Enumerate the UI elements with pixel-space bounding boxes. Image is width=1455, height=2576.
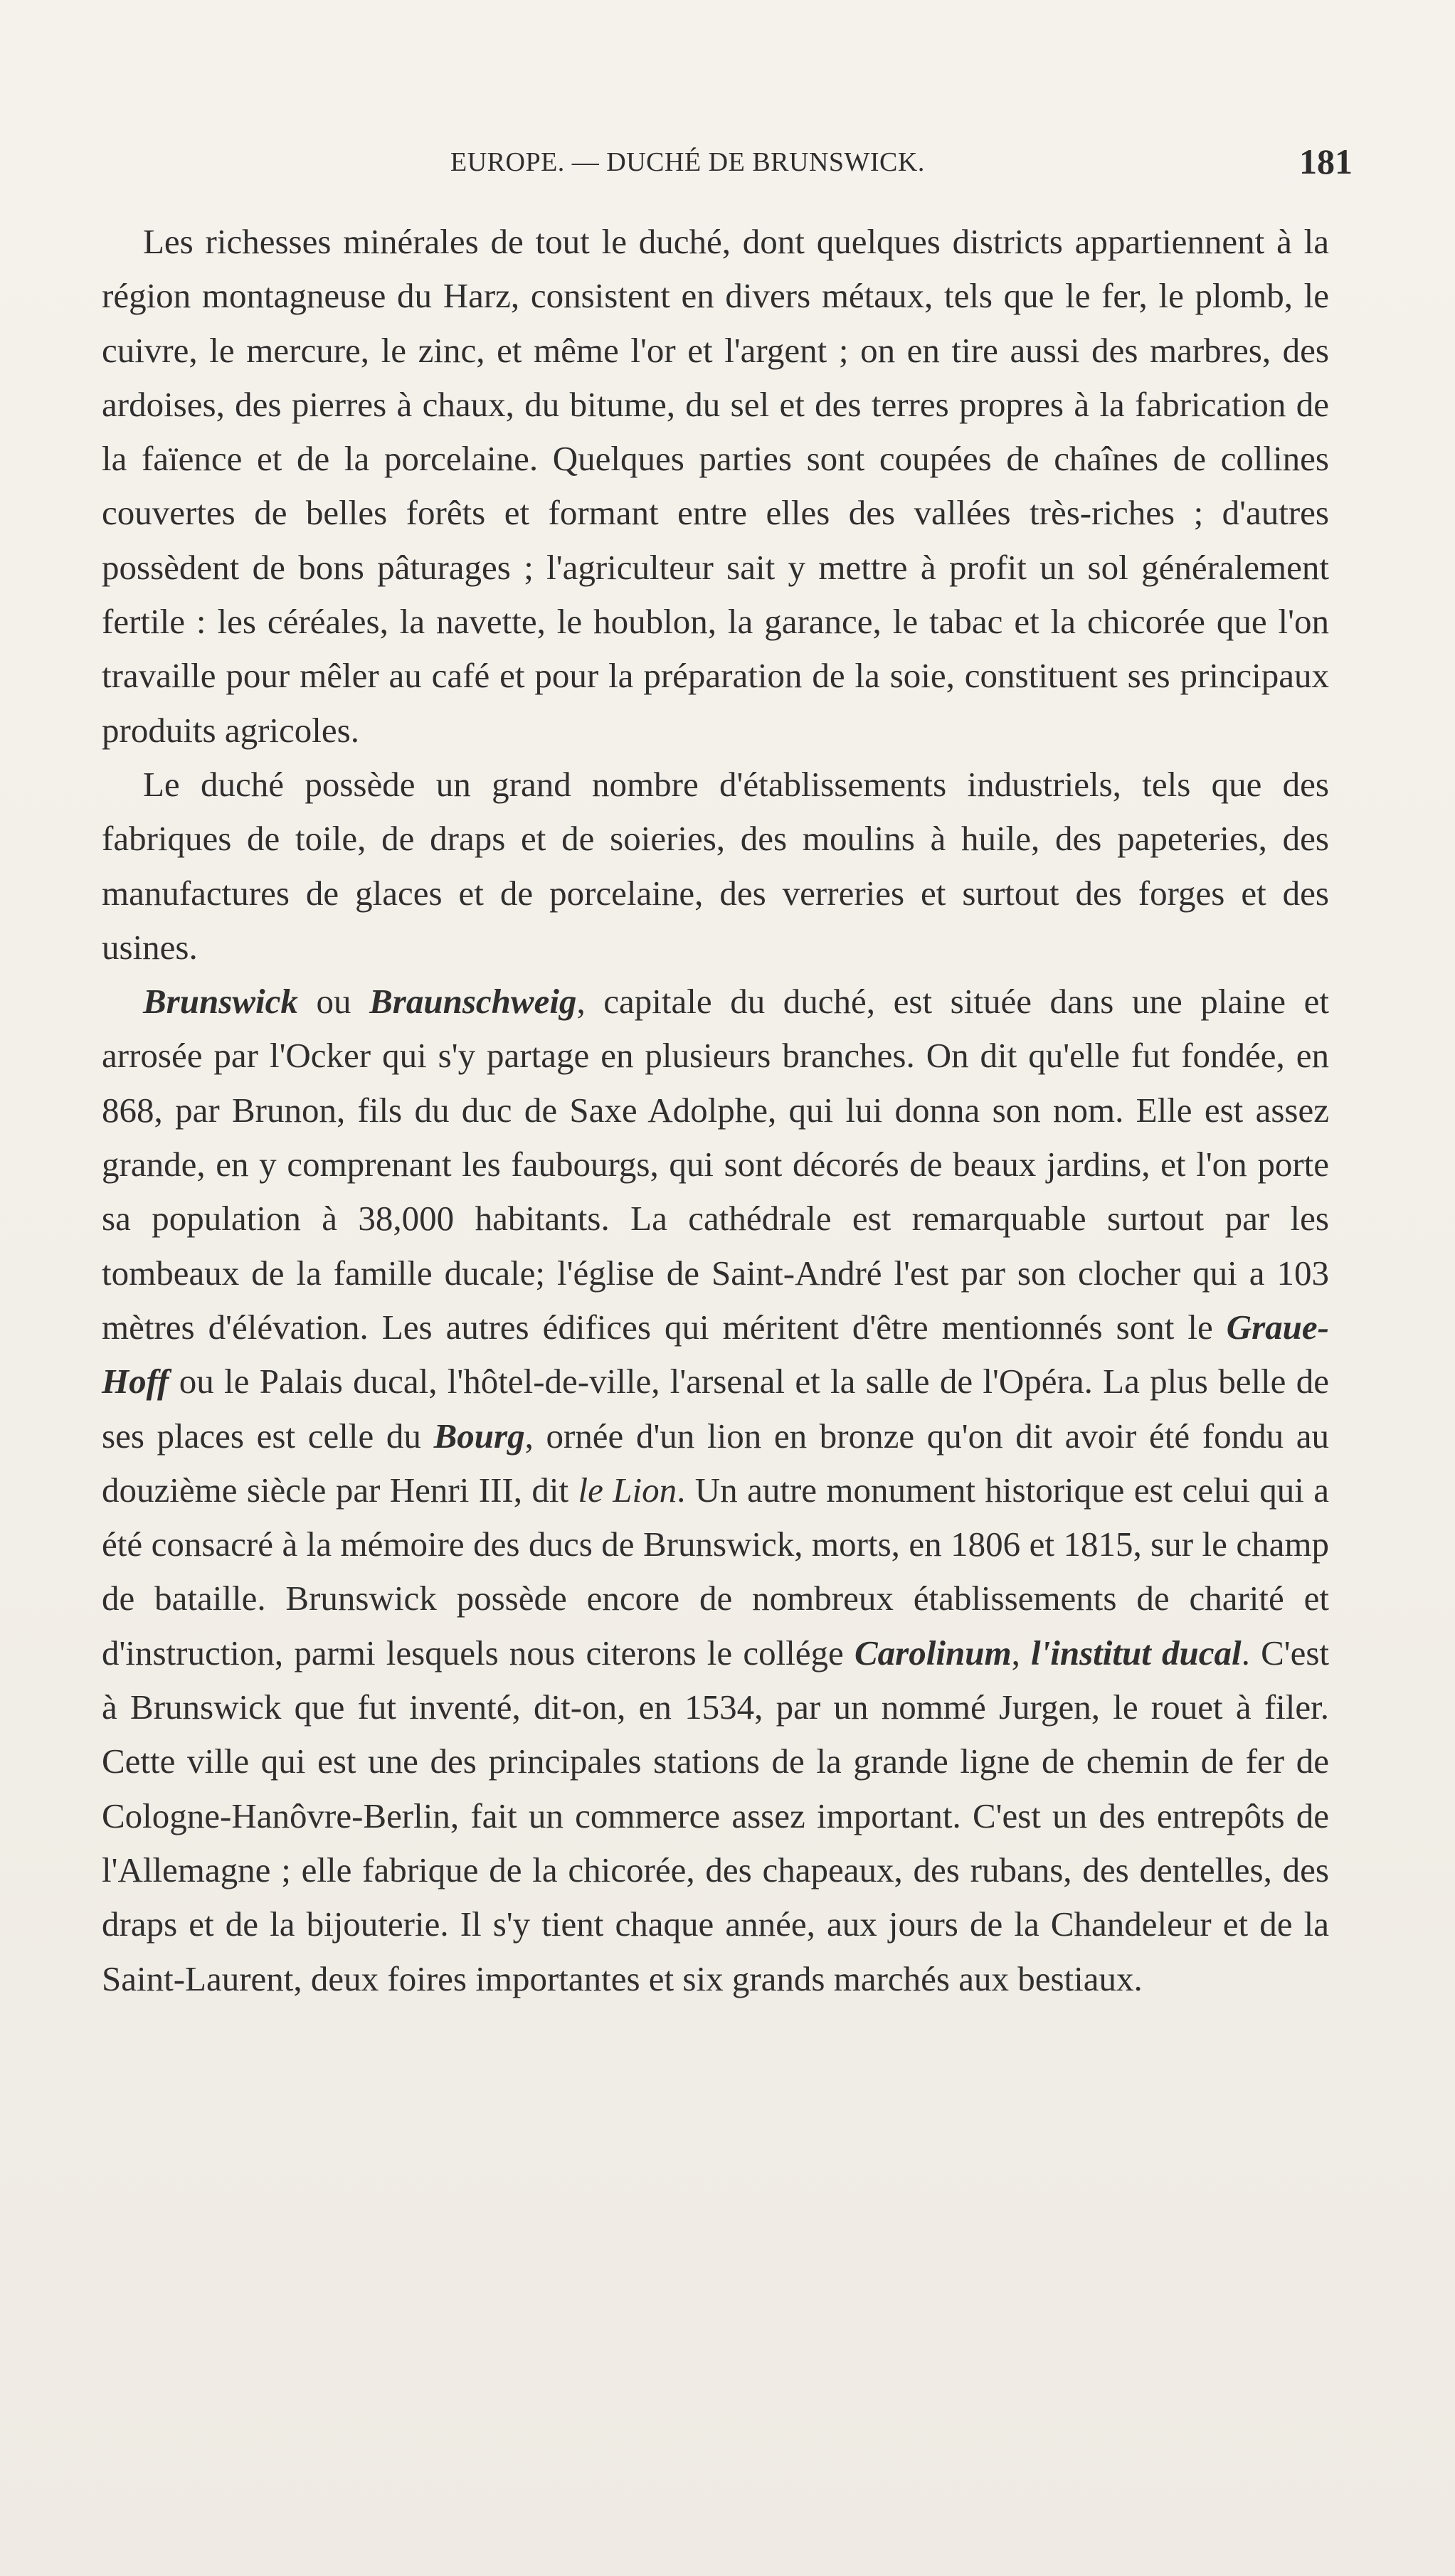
page-number: 181 <box>1299 142 1353 181</box>
text-segment: ou le Palais ducal, l'hôtel-de-ville, l'arsenal et la salle de l'Opéra. La plus belle de ses places est celle du <box>102 1362 1329 1456</box>
text-segment: . Un autre monument historique est celui qui a été consacré à la mémoire des ducs de Brunswick, morts, en 1806 et 1815, sur le champ de bataille. Brunswick possède encore de nombreux établissements de charité et d'instruction, parmi lesquels nous citerons le collége <box>102 1470 1330 1673</box>
text-segment: , capitale du duché, est située dans une plaine et arrosée par l'Ocker qui s'y partage en plusieurs branches. On dit qu'elle fut fondée, en 868, par Brunon, fils du duc de Saxe Adolphe, qui lui donna son nom. Elle est assez grande, en y comprenant les faubourgs, qui sont décorés de beaux jardins, et l'on porte sa population à 38,000 habitants. La cathédrale est remarquable surtout par les tombeaux de la famille ducale; l'église de Saint-André l'est par son clocher qui a 103 mètres d'élévation. Les autres édifices qui méritent d'être mentionnés sont le <box>102 982 1329 1347</box>
paragraph-brunswick-city <box>102 975 1329 2006</box>
text-segment: , <box>1011 1633 1031 1673</box>
term-le-lion: le Lion <box>578 1470 677 1510</box>
term-carolinum: Carolinum <box>854 1633 1012 1673</box>
running-head-title: EUROPE. — DUCHÉ DE BRUNSWICK. <box>450 147 925 177</box>
term-braunschweig: Braunschweig <box>369 982 577 1022</box>
running-header <box>102 142 1353 195</box>
paragraph-mineral-riches: Les richesses minérales de tout le duché, dont quelques districts appartiennent à la région montagneuse du Harz, consistent en divers métaux, tels que le fer, le plomb, le cuivre, le mercure, le zinc, et même l'or et l'argent ; on en tire aussi des marbres, des ardoises, des pierres à chaux, du bitume, du sel et des terres propres à la fabrication de la faïence et de la porcelaine. Quelques parties sont coupées de chaînes de collines couvertes de belles forêts et formant entre elles des vallées très-riches ; d'autres possèdent de bons pâturages ; l'agriculteur sait y mettre à profit un sol généralement fertile : les céréales, la navette, le houblon, la garance, le tabac et la chicorée que l'on travaille pour mêler au café et pour la préparation de la soie, constituent ses principaux produits agricoles. <box>102 222 1329 750</box>
term-bourg: Bourg <box>433 1416 525 1456</box>
text-segment: ou <box>297 982 370 1022</box>
text-segment: . C'est à Brunswick que fut inventé, dit-on, en 1534, par un nommé Jurgen, le rouet à filer. Cette ville qui est une des principales stations de la grande ligne de chemin de fer de Cologne-Hanôvre-Berlin, fait un commerce assez important. C'est un des entrepôts de l'Allemagne ; elle fabrique de la chicorée, des chapeaux, des rubans, des dentelles, des draps et de la bijouterie. Il s'y tient chaque année, aux jours de la Chandeleur et de la Saint-Laurent, deux foires importantes et six grands marchés aux bestiaux. <box>102 1633 1330 1998</box>
term-brunswick: Brunswick <box>143 982 298 1022</box>
paragraph-industry: Le duché possède un grand nombre d'établissements industriels, tels que des fabriques de toile, de draps et de soieries, des moulins à huile, des papeteries, des manufactures de glaces et de porcelaine, des verreries et surtout des forges et des usines. <box>102 764 1329 967</box>
text-segment: , ornée d'un lion en bronze qu'on dit avoir été fondu au douzième siècle par Henri III, dit <box>102 1416 1330 1510</box>
term-graue-hoff: Graue-Hoff <box>102 1307 1329 1401</box>
term-institut-ducal: l'institut ducal <box>1031 1633 1242 1673</box>
main-text <box>102 215 1329 2006</box>
